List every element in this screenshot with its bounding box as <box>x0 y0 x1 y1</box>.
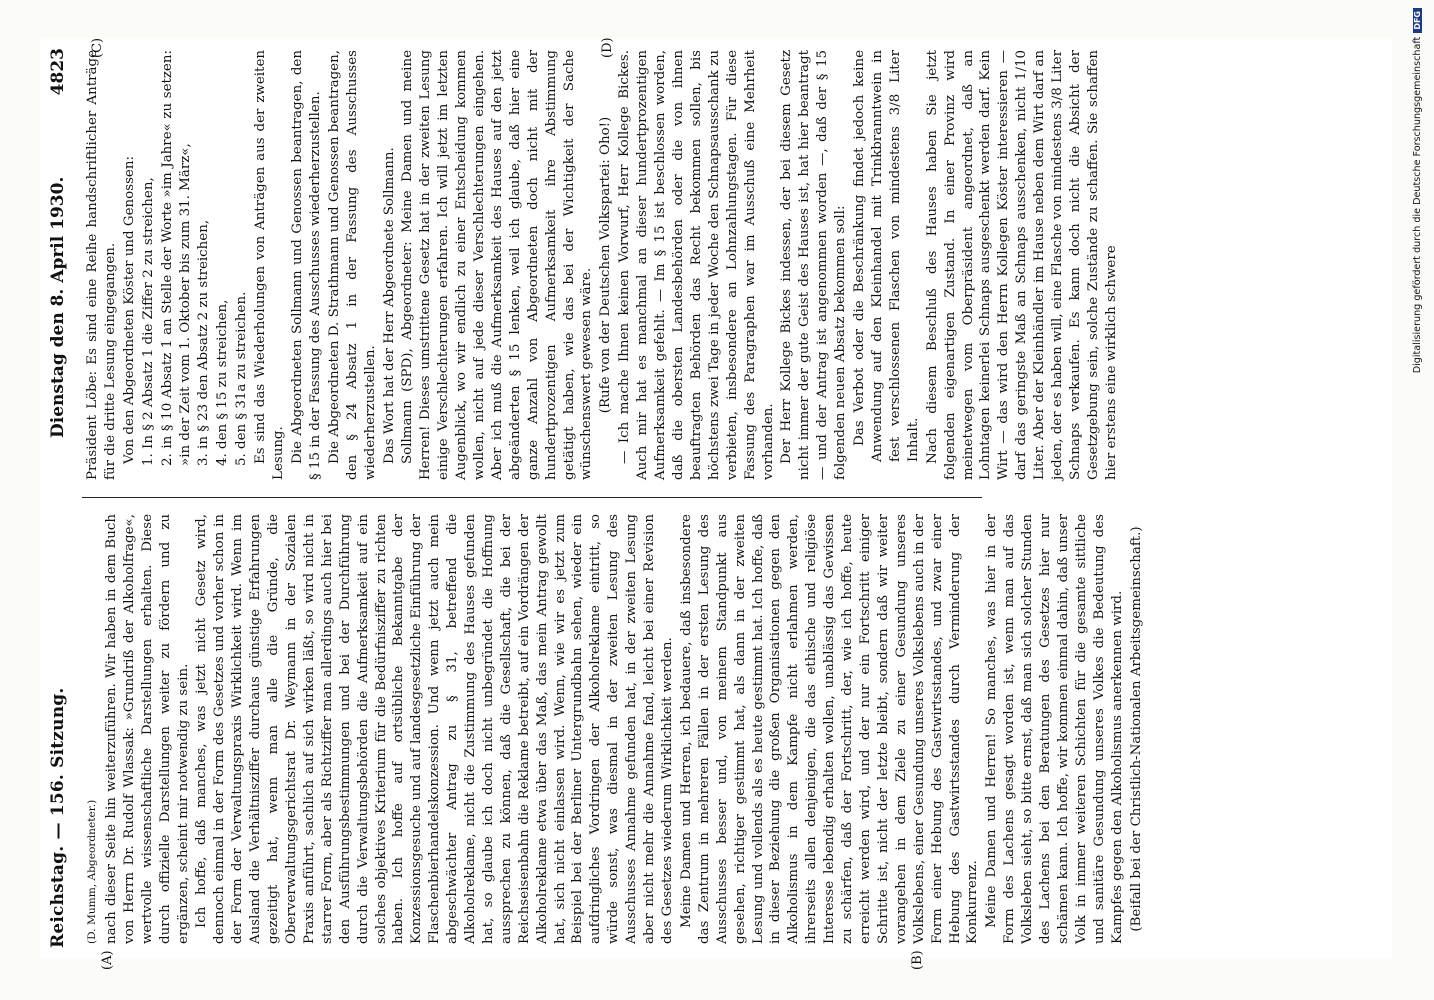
digitization-credit-text <box>1412 8 1428 568</box>
page-content <box>40 37 1392 970</box>
motion-item: 4. den § 15 zu streichen, <box>215 299 231 466</box>
speech-sollmann: Sollmann (SPD), Abgeordneter: Meine Damen und meine Herren! Dieses umstrittene Gesetz hat in der zweiten Lesung einige Verschlechterungen erfahren. Ich will jetzt im letzten Augenblick, wo wir endlich zu einer Entscheidung kommen wollen, nicht auf jede dieser Verschlechterungen eingehen. Aber ich muß die Aufmerksamkeit des Hauses auf den jetzt abgeänderten § 15 lenken, weil ich glaube, daß hier eine ganze Anzahl von Abgeordneten doch nicht mit der hundertprozentigen Aufmerksamkeit ihre Abstimmung getätigt haben, wie das bei der Wichtigkeit der Sache wünschenswert gewesen wäre. <box>400 50 595 480</box>
margin-marker-d: (D) <box>600 37 615 58</box>
motion-item: 5. den § 31a zu streichen. <box>234 291 250 466</box>
paragraph: Ich hoffe, daß manches, was jetzt nicht Gesetz wird, dennoch einmal in der Form des Gesetzes und vorher schon in der Form der Verwaltungspraxis Wirklichkeit wird. Wenn im Ausland die Verhältnisziffer durchaus günstige Erfahrungen gezeitigt hat, wenn man alle die Gründe, die Oberverwaltungsgerichtsrat Dr. Weymann in der Sozialen Praxis anführt, sachlich auf sich wirken läßt, so wird nicht in starrer Form, aber als Richtziffer man allerdings auch hier bei den Ausführungsbestimmungen und bei der Durchführung durch die Verwaltungsbehörden die Aufmerksamkeit auf ein solches objektives Kriterium für die Bedürfnisziffer zu richten haben. Ich hoffe auf ortsübliche Bekanntgabe der Konzessionsgesuche und auf landesgesetzliche Einführung der Flaschenbierhandelskonzession. Und wenn jetzt auch mein abgeschwächter Antrag zu § 31, betreffend die Alkoholreklame, nicht die Zustimmung des Hauses gefunden hat, so glaube ich doch nicht unbegründet die Hoffnung aussprechen zu können, daß die Gesellschaft, die bei der Reichseisenbahn die Reklame betreibt, auf ein Vordrängen der Alkoholreklame etwa über das Maß, das mein Antrag gewollt hat, sich nicht einlassen wird. Wenn, wie wir es jetzt zum Beispiel bei der Berliner Untergrundbahn sehen, wieder ein aufdringliches Vordringen der Alkoholreklame eintritt, so würde sonst, was diesmal in der zweiten Lesung des Ausschusses Annahme gefunden hat, in der zweiten Lesung aber nicht mehr die Annahme fand, leicht bei einer Revision des Gesetzes wiederum Wirklichkeit werden. <box>194 514 675 944</box>
motion-item: 3. in § 23 den Absatz 2 zu streichen, <box>196 219 212 466</box>
dfg-logo: DFG <box>1413 8 1422 33</box>
margin-marker-c: (C) <box>90 37 105 58</box>
paragraph: Nach diesem Beschluß des Hauses haben Sie jetzt folgenden eigenartigen Zustand. In einer Provinz wird meinetwegen vom Oberpräsident angeordnet, daß an Lohntagen keinerlei Schnaps ausgeschenkt werden darf. Kein Wirt — das wird den Herrn Kollegen Köster interessieren — darf das geringste Maß an Schnaps ausschenken, nicht 1/10 Liter. Aber der Kleinhändler im Hause neben dem Wirt darf an jeden, der es haben will, eine Flasche von mindestens 3/8 Liter Schnaps verkaufen. Es kann doch nicht die Absicht der Gesetzgebung sein, solche Zustände zu schaffen. Sie schaffen hier erstens eine wirklich schwere <box>924 50 1119 480</box>
running-header <box>40 38 76 958</box>
credit-text: Digitalisierung gefördert durch die Deutsche Forschungsgemeinschaft <box>1412 36 1423 374</box>
paragraph: Die Abgeordneten D. Strathmann und Genossen beantragen, den § 24 Absatz 1 in der Fassung des Ausschusses wiederherzustellen. <box>326 50 378 480</box>
president-statement: Präsident Löbe: Es sind eine Reihe handschriftlicher Anträge für die dritte Lesung eingegangen. <box>85 50 118 480</box>
column-divider <box>82 497 982 498</box>
motion-intro: Von den Abgeordneten Köster und Genossen: <box>121 156 137 464</box>
motion-list <box>140 50 251 480</box>
paragraph: Der Herr Kollege Bickes indessen, der bei diesem Gesetz nicht immer der gute Geist des Hauses ist, hat hier beantragt — und der Antrag ist angenommen worden —, daß der § 15 folgenden neuen Absatz bekommen soll: <box>779 50 849 480</box>
rotated-document-page <box>40 37 1392 970</box>
paragraph: Meine Damen und Herren! So manches, was hier in der Form des Lachens gesagt worden ist, wenn man auf das Volksleben sieht, so bitte ernst, daß man sich solcher Stunden des Lachens bei den Beratungen des Gesetzes hier nur schämen kann. Ich hoffe, wir kommen einmal dahin, daß unser Volk in immer weiteren Schichten für die gesamte sittliche und sanitäre Gesundung unseres Volkes die Bedeutung des Kampfes gegen den Alkoholismus anerkennen wird. <box>984 514 1125 944</box>
header-date: Dienstag den 8. April 1930. <box>48 176 68 438</box>
paragraph: nach dieser Seite hin weiterzuführen. Wir haben in dem Buch von Herrn Dr. Rudolf Wlassak: »Grundriß der Alkoholfrage«, wertvolle wissenschaftliche Darstellungen erhalten. Diese durch offizielle Darstellungen weiter zu fördern und zu ergänzen, scheint mir notwendig zu sein. <box>103 514 191 944</box>
right-column <box>84 50 1122 480</box>
paragraph: — Ich mache Ihnen keinen Vorwurf, Herr Kollege Bickes. Auch mir hat es manchmal an dieser hundertprozentigen Aufmerksamkeit gefehlt. — Im § 15 ist beschlossen worden, daß die obersten Landesbehörden oder die von ihnen beauftragten Behörden das Recht bekommen sollen, bis höchstens zwei Tage in jeder Woche den Schnapsausschank zu verbieten, insbesondere an Lohnzahlungstagen. Für diese Fassung des Paragraphen war im Ausschuß eine Mehrheit vorhanden. <box>617 50 776 480</box>
page-number: 4823 <box>48 48 68 96</box>
speaker-tag: (D. Mumm, Abgeordneter.) <box>86 799 98 944</box>
interjection: (Rufe von der Deutschen Volkspartei: Oho!) <box>598 116 614 414</box>
applause-note: (Beifall bei der Christlich-Nationalen Arbeitsgemeinschaft.) <box>1128 526 1144 932</box>
motion-item: 2. in § 10 Absatz 1 an Stelle der Worte »im Jahre« zu setzen: »in der Zeit vom 1. Oktober bis zum 31. März«, <box>159 50 193 466</box>
paragraph: Meine Damen und Herren, ich bedauere, daß insbesondere das Zentrum in mehreren Fällen in der ersten Lesung des Ausschusses besser und, von meinem Standpunkt aus gesehen, richtiger gestimmt hat, als dann in der zweiten Lesung und vollends als es heute gestimmt hat. Ich hoffe, daß in dieser Beziehung die großen Organisationen gegen den Alkoholismus in dem Kampfe nicht erlahmen werden, ihrerseits allen denjenigen, die das ethische und religiöse Interesse lebendig erhalten wollen, unablässig das Gewissen zu schärfen, daß der Fortschritt, der, wie ich hoffe, heute erreicht werden wird, und der nur ein Fortschritt einiger Schritte ist, nicht der letzte bleibt, sondern daß wir weiter vorangehen in dem Ziele zu einer Gesundung unseres Volkslebens, einer Gesundung unseres Volkslebens auch in der Form einer Hebung des Gastwirtsstandes, und zwar einer Hebung des Gastwirtsstandes durch Verminderung der Konkurrenz. <box>678 514 981 944</box>
paragraph: Das Wort hat der Herr Abgeordnete Sollmann. <box>381 147 397 464</box>
margin-marker-b: (B) <box>910 950 925 970</box>
quoted-clause: Das Verbot oder die Beschränkung findet jedoch keine Anwendung auf den Kleinhandel mit Trinkbranntwein in fest verschlossenen Flaschen von mindestens 3/8 Liter Inhalt. <box>852 50 921 462</box>
left-column <box>84 514 1146 944</box>
margin-marker-a: (A) <box>100 950 115 970</box>
motion-item: 1. In § 2 Absatz 1 die Ziffer 2 zu streichen, <box>140 177 156 466</box>
header-session: Reichstag. — 156. Sitzung. <box>48 687 68 948</box>
paragraph: Es sind das Wiederholungen von Anträgen aus der zweiten Lesung. <box>253 50 287 480</box>
digitization-credit <box>1412 8 1428 568</box>
paragraph: Die Abgeordneten Sollmann und Genossen beantragen, den § 15 in der Fassung des Ausschusses wiederherzustellen. <box>289 50 323 480</box>
